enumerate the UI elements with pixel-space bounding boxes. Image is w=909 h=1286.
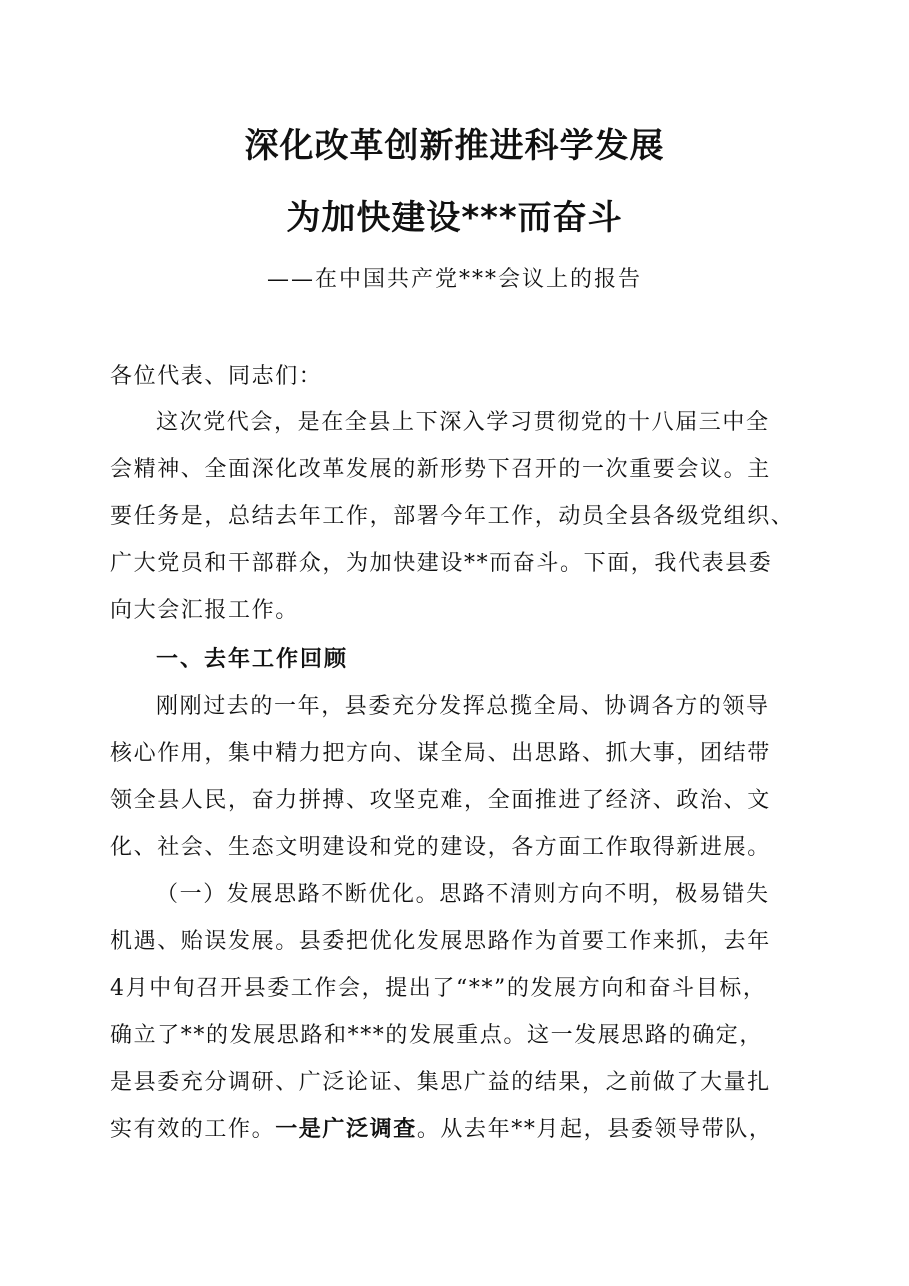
paragraph-3-line: 是县委充分调研、广泛论证、集思广益的结果，之前做了大量扎 bbox=[110, 1070, 771, 1095]
paragraph-3-line: （一）发展思路不断优化。思路不清则方向不明，极易错失 bbox=[156, 882, 770, 907]
paragraph-3-line: 确立了**的发展思路和***的发展重点。这一发展思路的确定， bbox=[110, 1023, 764, 1048]
paragraph-1-line: 广大党员和干部群众，为加快建设**而奋斗。下面，我代表县委 bbox=[110, 551, 773, 576]
paragraph-2-line: 化、社会、生态文明建设和党的建设，各方面工作取得新进展。 bbox=[110, 835, 771, 860]
section-heading: 一、去年工作回顾 bbox=[156, 647, 349, 672]
paragraph-2-line: 领全县人民，奋力拼搏、攻坚克难，全面推进了经济、政治、文 bbox=[110, 788, 771, 813]
paragraph-2-line: 刚刚过去的一年，县委充分发挥总揽全局、协调各方的领导 bbox=[156, 694, 770, 719]
greeting: 各位代表、同志们： bbox=[110, 364, 323, 389]
paragraph-3-text: 实有效的工作。 bbox=[110, 1117, 276, 1142]
subtitle: ——在中国共产党***会议上的报告 bbox=[266, 267, 642, 292]
paragraph-3-line: 机遇、贻误发展。县委把优化发展思路作为首要工作来抓，去年 bbox=[110, 929, 771, 954]
paragraph-1-line: 要任务是，总结去年工作，部署今年工作，动员全县各级党组织、 bbox=[110, 504, 795, 529]
paragraph-1-line: 会精神、全面深化改革发展的新形势下召开的一次重要会议。主 bbox=[110, 457, 771, 482]
emphasis-text: 一是广泛调查 bbox=[275, 1117, 417, 1142]
paragraph-3-line bbox=[110, 1115, 830, 1145]
paragraph-1-line: 向大会汇报工作。 bbox=[110, 598, 299, 623]
paragraph-1-line: 这次党代会，是在全县上下深入学习贯彻党的十八届三中全 bbox=[156, 410, 770, 435]
paragraph-3-line: 4月中旬召开县委工作会，提出了“**”的发展方向和奋斗目标， bbox=[110, 976, 767, 1001]
paragraph-2-line: 核心作用，集中精力把方向、谋全局、出思路、抓大事，团结带 bbox=[110, 741, 771, 766]
title-line-1: 深化改革创新推进科学发展 bbox=[244, 126, 665, 166]
paragraph-3-text: 。从去年**月起，县委领导带队， bbox=[416, 1117, 773, 1142]
title-line-2: 为加快建设***而奋斗 bbox=[286, 198, 623, 238]
